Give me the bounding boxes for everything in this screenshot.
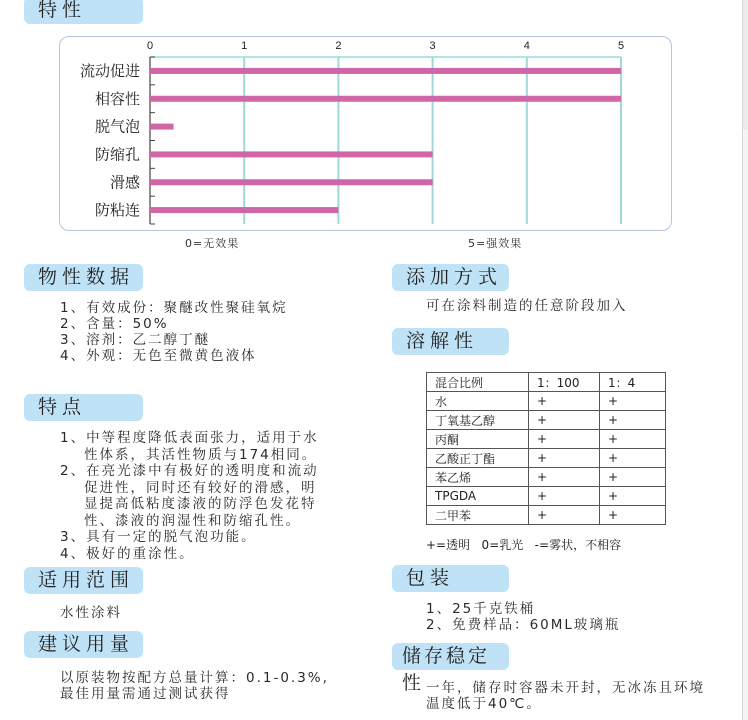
solvent-name-cell: 水 <box>427 392 529 411</box>
section-title-addition: 添加方式 <box>392 264 509 291</box>
addition-text: 可在涂料制造的任意阶段加入 <box>426 298 628 314</box>
section-title-properties: 特性 <box>24 0 143 24</box>
solubility-value-cell: + <box>529 392 600 411</box>
x-tick-label: 3 <box>429 40 436 52</box>
storage-text <box>426 680 705 712</box>
table-header-row <box>427 373 666 392</box>
section-title-features: 特点 <box>24 394 143 421</box>
x-tick-label: 1 <box>241 40 248 52</box>
bar-脱气泡 <box>150 124 174 130</box>
packaging-list <box>426 601 620 633</box>
category-label: 防缩孔 <box>94 145 140 164</box>
feature-line: 性、漆液的润湿性和防缩孔性。 <box>84 512 301 529</box>
scrollbar-thumb[interactable] <box>743 0 748 130</box>
solubility-value-cell: + <box>600 506 666 525</box>
section-title-packaging: 包装 <box>392 565 509 592</box>
solubility-value-cell: + <box>600 487 666 506</box>
dosage-text <box>60 670 329 702</box>
solvent-name-cell: 苯乙烯 <box>427 468 529 487</box>
section-title-dosage: 建议用量 <box>24 631 143 658</box>
solubility-value-cell: + <box>600 468 666 487</box>
solvent-name-cell: TPGDA <box>427 487 529 506</box>
table-row <box>427 506 666 525</box>
packaging-item: 1、25千克铁桶 <box>426 601 536 617</box>
solubility-value-cell: + <box>600 392 666 411</box>
bar-防粘连 <box>150 207 338 213</box>
storage-line: 温度低于40℃。 <box>426 696 542 712</box>
vertical-scrollbar[interactable] <box>742 0 748 720</box>
physical-data-list <box>60 300 288 364</box>
solvent-name-cell: 二甲苯 <box>427 506 529 525</box>
solubility-value-cell: + <box>600 449 666 468</box>
solubility-value-cell: + <box>529 487 600 506</box>
application-text: 水性涂料 <box>60 605 122 621</box>
category-label: 相容性 <box>94 89 140 108</box>
table-row <box>427 392 666 411</box>
section-title-physical: 物性数据 <box>24 264 143 291</box>
solvent-name-cell: 丙酮 <box>427 430 529 449</box>
packaging-item: 2、免费样品：60ML玻璃瓶 <box>426 617 621 633</box>
bar-滑感 <box>150 179 433 185</box>
x-tick-label: 5 <box>617 40 625 52</box>
solubility-value-cell: + <box>529 449 600 468</box>
physical-item: 3、溶剂：乙二醇丁醚 <box>60 332 211 348</box>
table-row <box>427 487 666 506</box>
physical-item: 2、含量：50% <box>60 316 169 332</box>
solubility-value-cell: + <box>529 468 600 487</box>
bar-chart <box>60 37 673 232</box>
features-list <box>60 430 319 562</box>
chart-annotation-min: 0=无效果 <box>185 237 240 250</box>
physical-item: 4、外观：无色至微黄色液体 <box>60 348 257 364</box>
table-header-cell: 1：100 <box>529 373 600 392</box>
feature-line: 4、极好的重涂性。 <box>60 545 195 562</box>
category-label: 防粘连 <box>94 201 140 220</box>
feature-line: 促进性，同时还有较好的滑感，明 <box>84 479 317 496</box>
category-label: 滑感 <box>109 173 140 192</box>
table-row <box>427 468 666 487</box>
solubility-value-cell: + <box>600 411 666 430</box>
category-label: 流动促进 <box>79 61 140 80</box>
solubility-value-cell: + <box>529 430 600 449</box>
chart-annotation-max: 5=强效果 <box>468 237 523 250</box>
table-header-cell: 1：4 <box>600 373 666 392</box>
bar-防缩孔 <box>150 151 433 157</box>
solvent-name-cell: 丁氧基乙醇 <box>427 411 529 430</box>
solubility-legend: +=透明 0=乳光 -=雾状，不相容 <box>426 538 622 552</box>
table-row <box>427 449 666 468</box>
x-tick-label: 4 <box>523 40 530 52</box>
physical-item: 1、有效成份：聚醚改性聚硅氧烷 <box>60 300 288 316</box>
bar-相容性 <box>150 96 621 102</box>
section-title-solubility: 溶解性 <box>392 328 509 355</box>
category-label: 脱气泡 <box>94 117 140 136</box>
section-title-storage: 储存稳定性 <box>392 643 509 670</box>
solubility-table <box>426 372 666 525</box>
feature-line: 1、中等程度降低表面张力，适用于水 <box>60 430 319 446</box>
x-tick-label: 2 <box>335 40 342 52</box>
solvent-name-cell: 乙酸正丁酯 <box>427 449 529 468</box>
feature-line: 3、具有一定的脱气泡功能。 <box>60 529 257 545</box>
feature-line: 显提高低粘度漆液的防浮色发花特 <box>84 496 317 512</box>
section-title-application: 适用范围 <box>24 567 143 594</box>
chart-frame <box>59 36 672 231</box>
x-tick-label: 0 <box>146 40 154 52</box>
table-row <box>427 411 666 430</box>
solubility-value-cell: + <box>600 430 666 449</box>
bar-流动促进 <box>150 68 621 74</box>
table-header-cell: 混合比例 <box>427 373 529 392</box>
feature-line: 2、在亮光漆中有极好的透明度和流动 <box>60 463 319 479</box>
solubility-value-cell: + <box>529 506 600 525</box>
dosage-line: 最佳用量需通过测试获得 <box>60 686 231 702</box>
dosage-line: 以原装物按配方总量计算：0.1-0.3%, <box>60 670 329 686</box>
feature-line: 性体系，其活性物质与174相同。 <box>84 446 318 463</box>
table-row <box>427 430 666 449</box>
solubility-value-cell: + <box>529 411 600 430</box>
storage-line: 一年，储存时容器未开封，无冰冻且环境 <box>426 680 705 696</box>
